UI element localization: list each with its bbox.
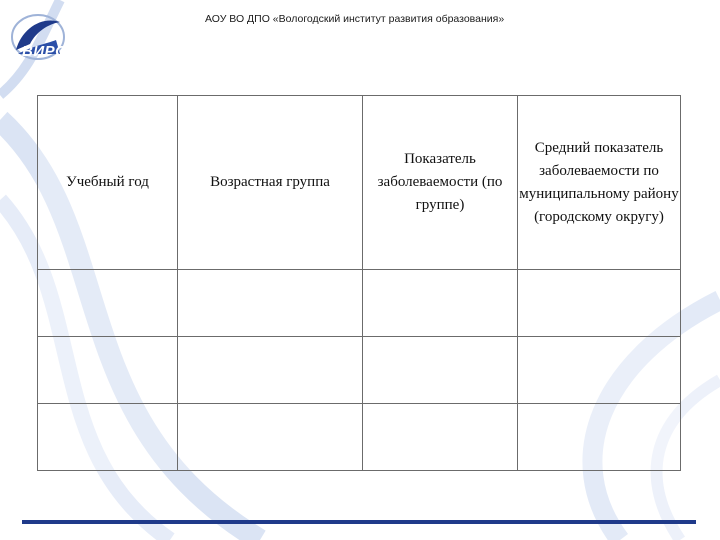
table-cell[interactable] [178,404,363,471]
table-cell[interactable] [518,404,681,471]
table-cell[interactable] [38,270,178,337]
table-row [38,270,681,337]
header-age-group: Возрастная группа [178,96,363,270]
header-district-average-morbidity: Средний показатель заболеваемости по муниципальному району (городскому округу) [518,96,681,270]
table-cell[interactable] [178,337,363,404]
table-cell[interactable] [363,337,518,404]
table-row [38,337,681,404]
table-cell[interactable] [363,404,518,471]
table-cell[interactable] [38,337,178,404]
table-cell[interactable] [363,270,518,337]
table-header-row [38,96,681,270]
table-cell[interactable] [178,270,363,337]
table-cell[interactable] [38,404,178,471]
table-row [38,404,681,471]
table-cell[interactable] [518,337,681,404]
table-cell[interactable] [518,270,681,337]
footer-accent-bar [22,520,696,524]
organization-title: АОУ ВО ДПО «Вологодский институт развития образования» [205,13,505,25]
header-group-morbidity: Показатель заболеваемости (по группе) [363,96,518,270]
header-academic-year: Учебный год [38,96,178,270]
logo-text: ВИРО [22,43,68,60]
viro-logo [8,10,68,62]
morbidity-table [37,95,681,471]
